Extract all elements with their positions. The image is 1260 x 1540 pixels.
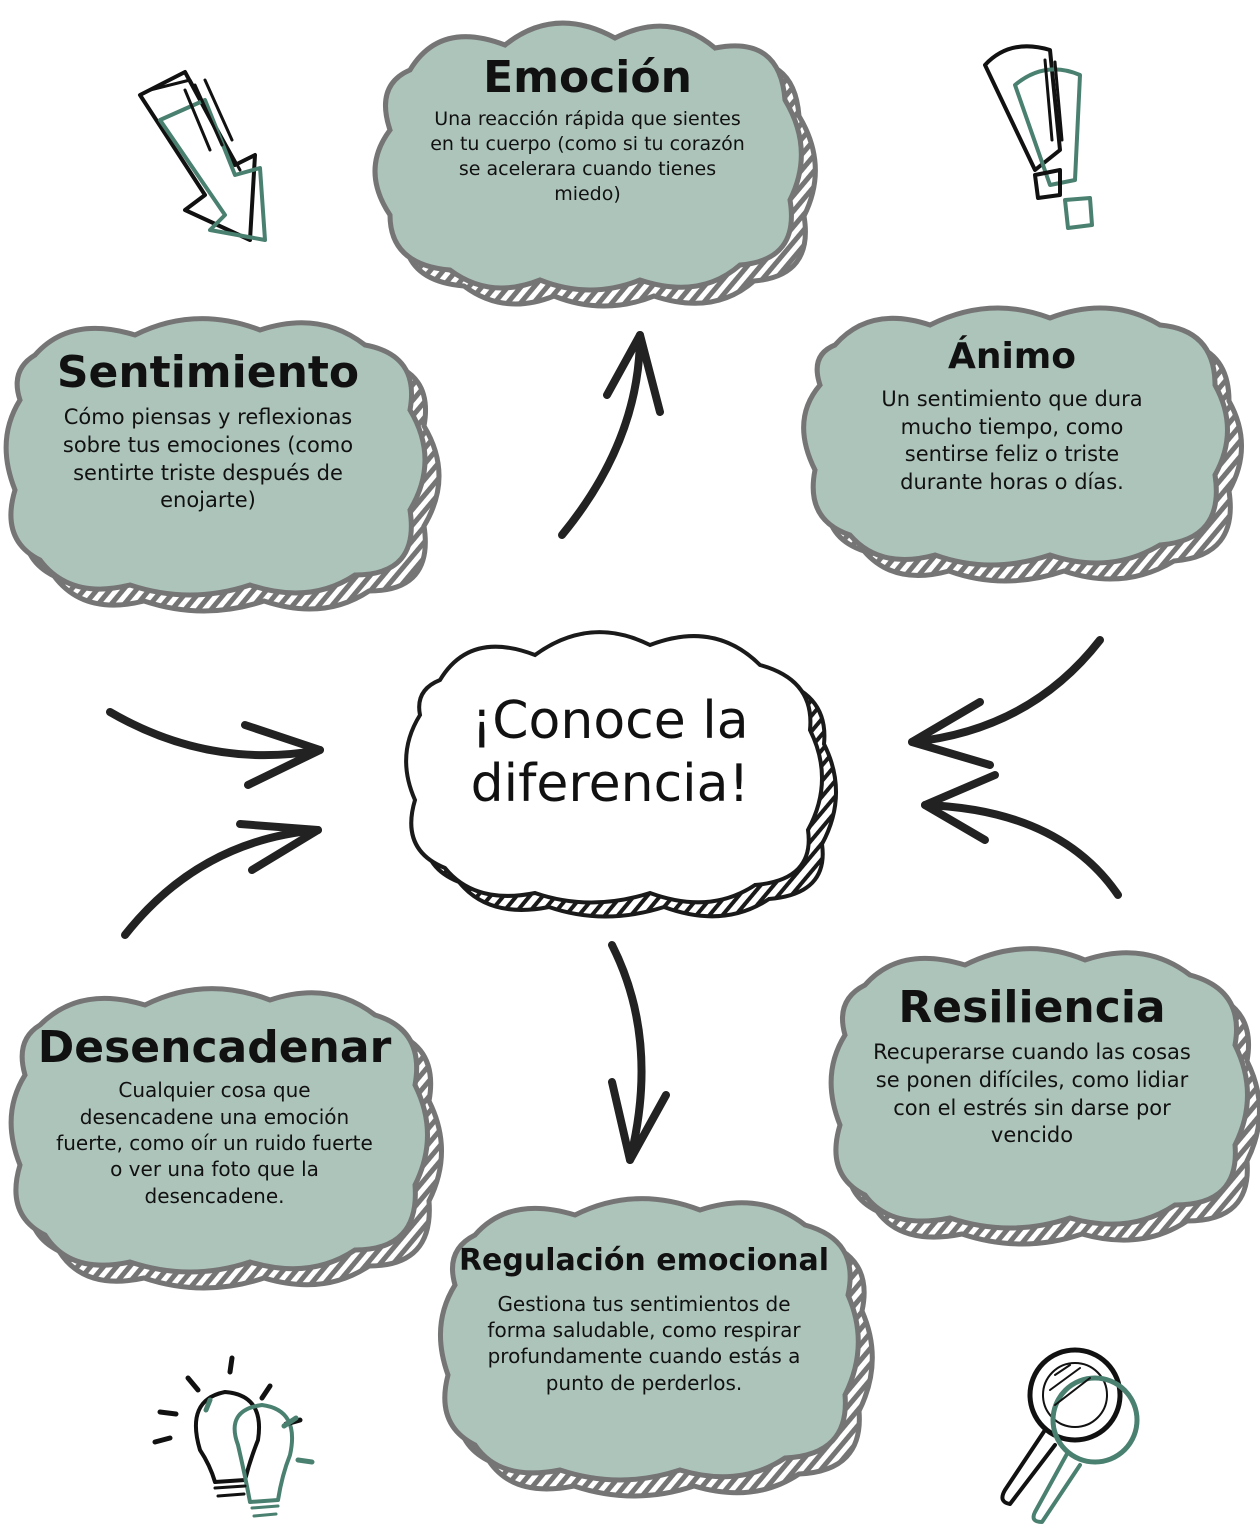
card-animo: [862, 338, 1162, 497]
card-sentimiento: [38, 347, 378, 515]
title-emocion: Emoción: [483, 52, 692, 103]
desc-animo: Un sentimiento que dura mucho tiempo, como sentirse feliz o triste durante horas o días.: [881, 386, 1143, 494]
exclamation-doodle-icon: [985, 46, 1092, 228]
title-sentimiento: Sentimiento: [56, 347, 360, 398]
arrow-left-upper: [110, 712, 320, 785]
center-title: ¡Conoce la diferencia!: [470, 691, 750, 815]
card-regulacion: [458, 1245, 830, 1396]
arrow-down-regulacion: [612, 945, 666, 1160]
card-emocion: [425, 52, 750, 208]
title-regulacion: Regulación emocional: [458, 1243, 830, 1278]
title-desencadenar: Desencadenar: [37, 1022, 392, 1073]
desc-emocion: Una reacción rápida que sientes en tu cuerpo (como si tu corazón se acelerara cuando tienes miedo): [430, 108, 745, 206]
card-desencadenar: [32, 1022, 397, 1209]
desc-regulacion: Gestiona tus sentimientos de forma saludable, como respirar profundamente cuando estás a punto de perderlos.: [487, 1291, 801, 1395]
arrow-up-emocion: [562, 335, 660, 535]
title-animo: Ánimo: [947, 336, 1077, 377]
lightbulb-doodle-icon: [155, 1358, 312, 1516]
title-resiliencia: Resiliencia: [898, 982, 1166, 1033]
desc-sentimiento: Cómo piensas y reflexionas sobre tus emociones (como sentirte triste después de enojarte): [62, 405, 354, 513]
down-arrow-doodle-icon: [140, 72, 265, 240]
arrow-right-lower: [925, 775, 1118, 895]
desc-resiliencia: Recuperarse cuando las cosas se ponen difíciles, como lidiar con el estrés sin darse por vencido: [873, 1040, 1191, 1148]
desc-desencadenar: Cualquier cosa que desencadene una emoción fuerte, como oír un ruido fuerte o ver una foto que la desencadene.: [56, 1078, 373, 1208]
arrow-right-upper: [912, 640, 1100, 765]
card-resiliencia: [872, 982, 1192, 1150]
arrow-left-lower: [125, 824, 318, 935]
magnifier-doodle-icon: [1002, 1350, 1137, 1522]
